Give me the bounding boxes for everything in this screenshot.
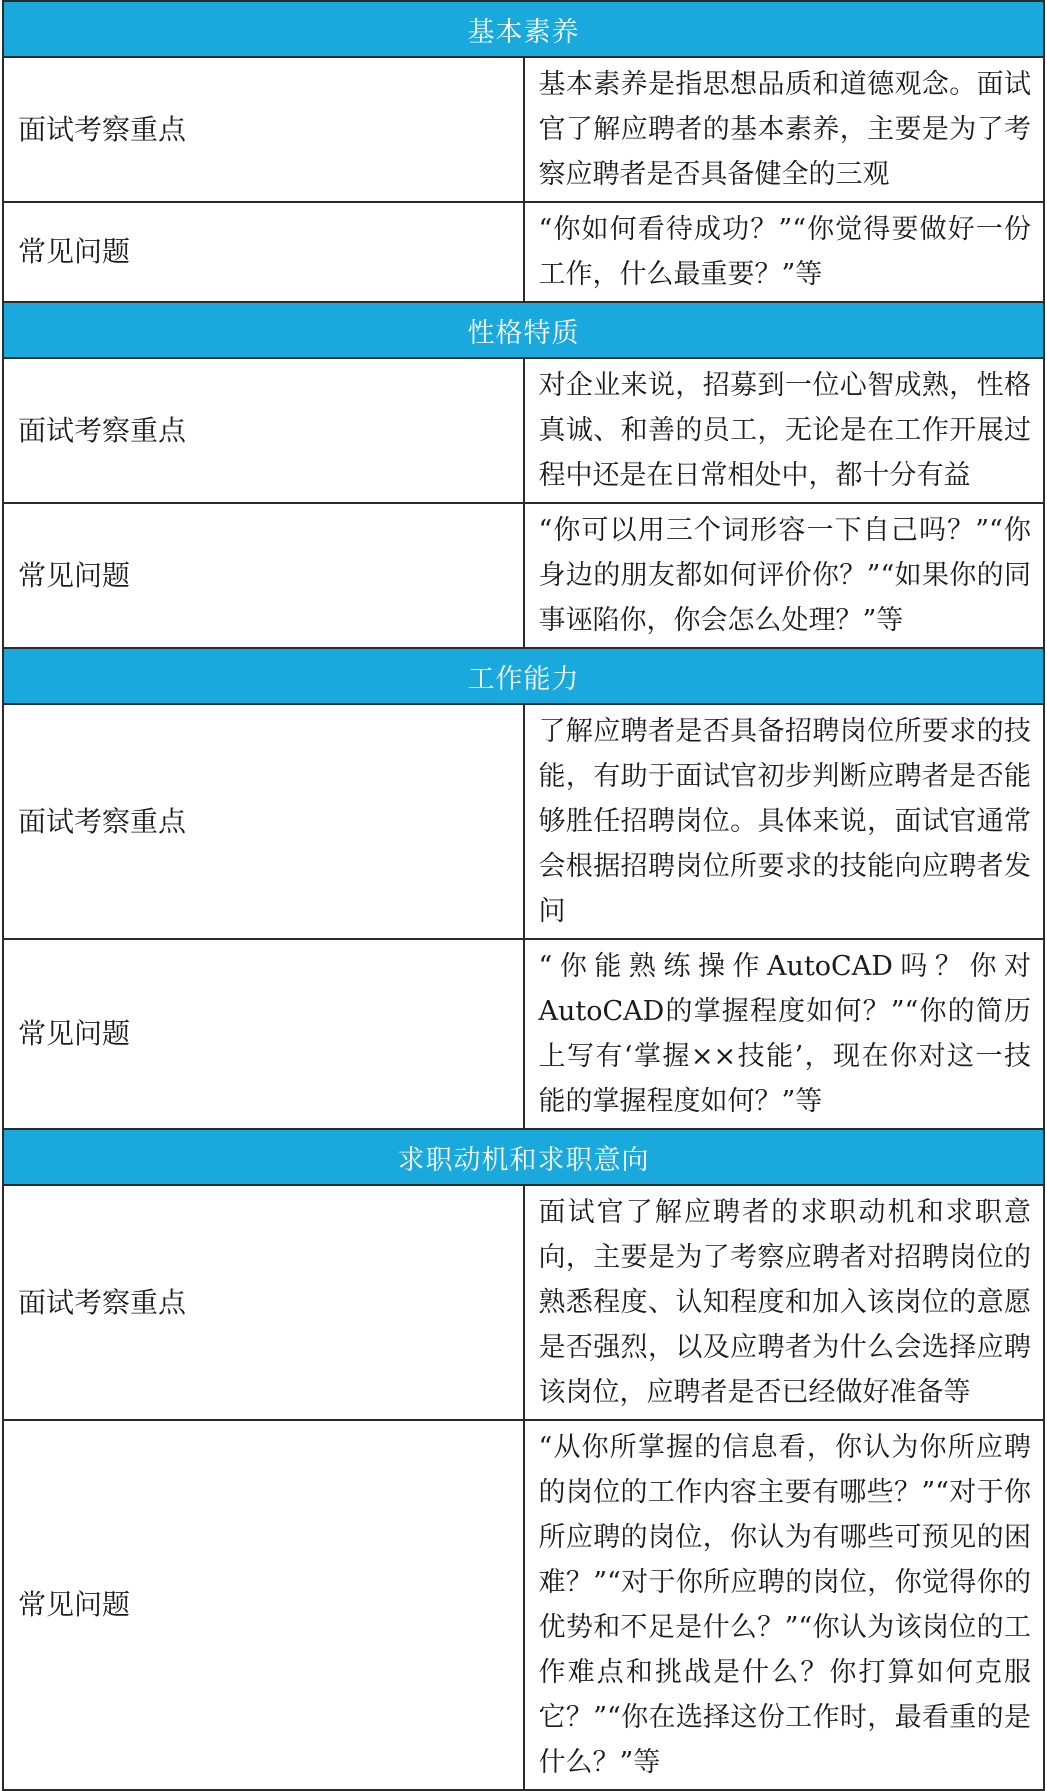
row-content: “你如何看待成功？”“你觉得要做好一份工作，什么最重要？”等: [524, 202, 1045, 302]
row-label: 面试考察重点: [3, 704, 524, 939]
row-label: 面试考察重点: [3, 358, 524, 503]
row-content: 基本素养是指思想品质和道德观念。面试官了解应聘者的基本素养，主要是为了考察应聘者是否具备健全的三观: [524, 57, 1045, 202]
row-label: 面试考察重点: [3, 1185, 524, 1420]
row-content: 了解应聘者是否具备招聘岗位所要求的技能，有助于面试官初步判断应聘者是否能够胜任招聘岗位。具体来说，面试官通常会根据招聘岗位所要求的技能向应聘者发问: [524, 704, 1045, 939]
section-header: 性格特质: [3, 302, 1044, 358]
row-label: 常见问题: [3, 503, 524, 648]
row-content: 面试官了解应聘者的求职动机和求职意向，主要是为了考察应聘者对招聘岗位的熟悉程度、认知程度和加入该岗位的意愿是否强烈，以及应聘者为什么会选择应聘该岗位，应聘者是否已经做好准备等: [524, 1185, 1045, 1420]
row-content: “你可以用三个词形容一下自己吗？”“你身边的朋友都如何评价你？”“如果你的同事诬陷你，你会怎么处理？”等: [524, 503, 1045, 648]
row-content: “你能熟练操作AutoCAD吗？你对AutoCAD的掌握程度如何？”“你的简历上写有‘掌握××技能’，现在你对这一技能的掌握程度如何？”等: [524, 939, 1045, 1129]
row-label: 常见问题: [3, 1420, 524, 1790]
section-header: 基本素养: [3, 1, 1044, 57]
row-label: 常见问题: [3, 939, 524, 1129]
row-label: 面试考察重点: [3, 57, 524, 202]
section-header: 工作能力: [3, 648, 1044, 704]
section-header: 求职动机和求职意向: [3, 1129, 1044, 1185]
row-content: “从你所掌握的信息看，你认为你所应聘的岗位的工作内容主要有哪些？”“对于你所应聘的岗位，你认为有哪些可预见的困难？”“对于你所应聘的岗位，你觉得你的优势和不足是什么？”“你认为该岗位的工作难点和挑战是什么？你打算如何克服它？”“你在选择这份工作时，最看重的是什么？”等: [524, 1420, 1045, 1790]
row-content: 对企业来说，招募到一位心智成熟，性格真诚、和善的员工，无论是在工作开展过程中还是在日常相处中，都十分有益: [524, 358, 1045, 503]
row-label: 常见问题: [3, 202, 524, 302]
interview-table: [2, 0, 1045, 1791]
